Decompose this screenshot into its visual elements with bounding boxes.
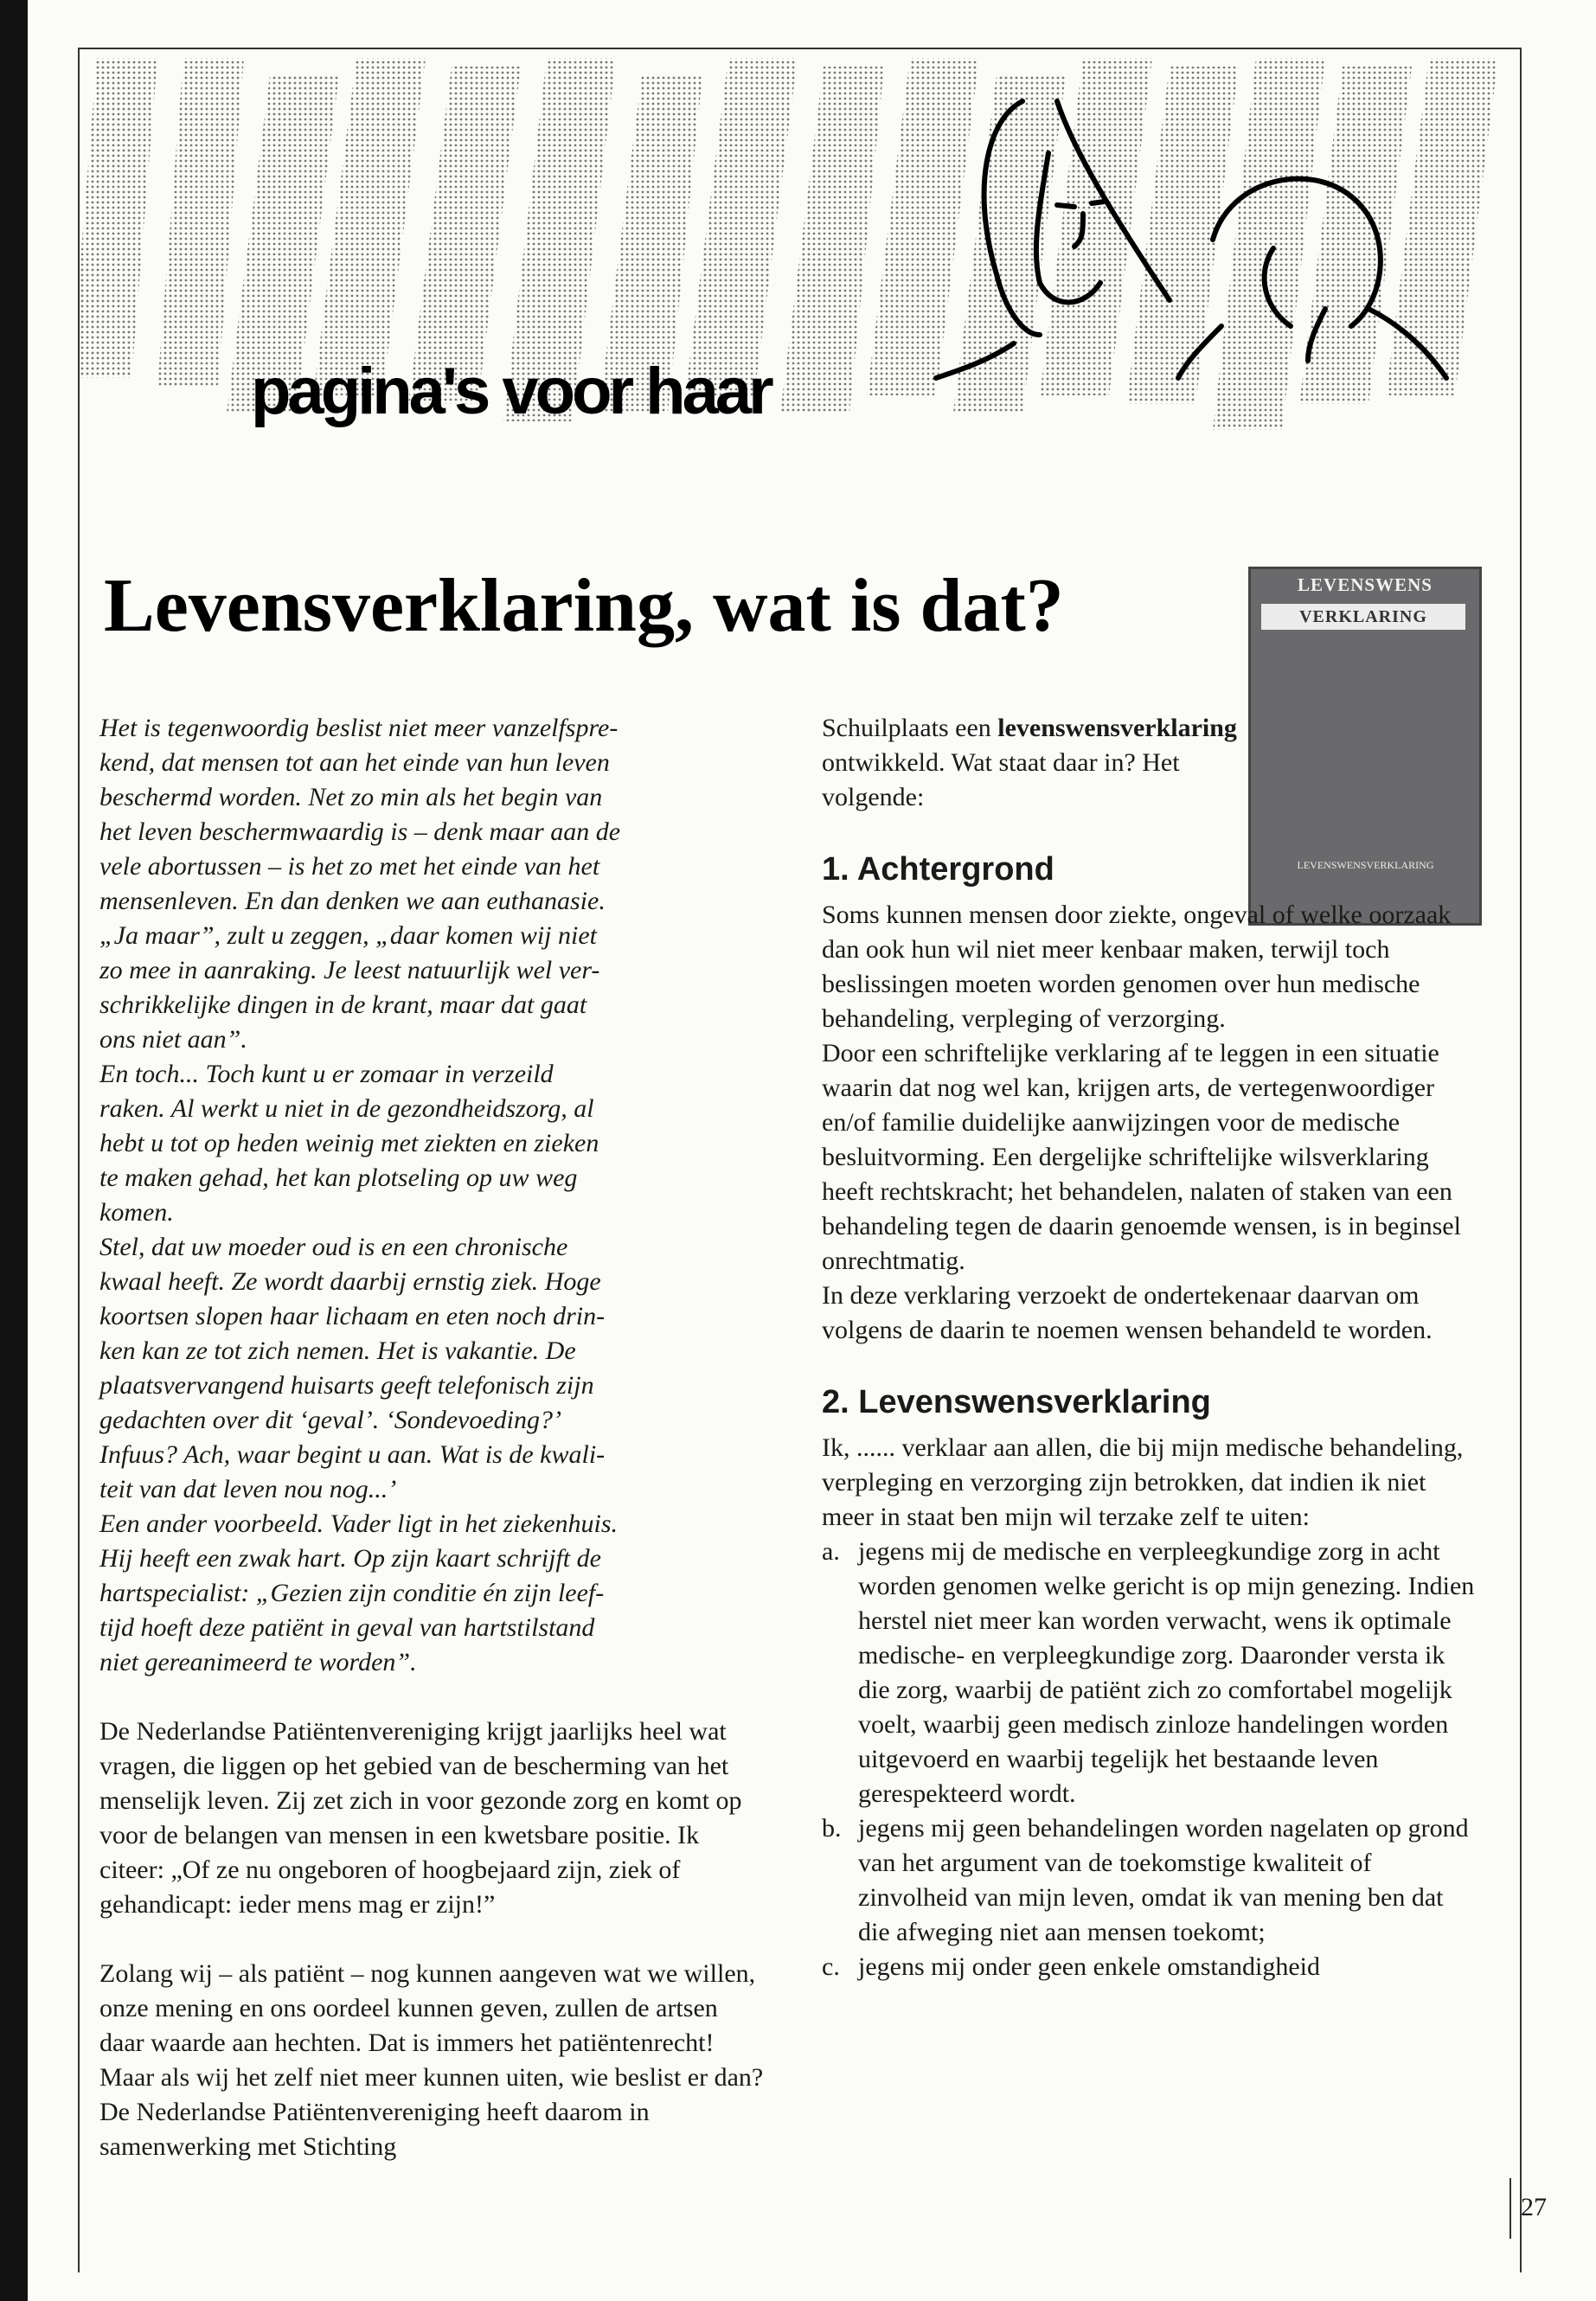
intro-line: koortsen slopen haar lichaam en eten noch drin-: [99, 1302, 606, 1330]
list-item: [822, 1535, 1479, 1811]
page-number: 27: [1521, 2193, 1547, 2221]
heading-levenswensverklaring: 2. Levenswensverklaring: [822, 1384, 1211, 1420]
page-title: Levensverklaring, wat is dat?: [104, 564, 1064, 648]
intro-line: mensenleven. En dan denken we aan euthanasie.: [99, 887, 606, 915]
book-top-label: LEVENSWENS: [1298, 574, 1433, 595]
intro-line: raken. Al werkt u niet in de gezondheidszorg, al: [99, 1094, 594, 1123]
intro-italic-text: [99, 711, 766, 1680]
intro-line: kend, dat mensen tot aan het einde van hun leven: [99, 748, 610, 777]
declaration-list: [822, 1535, 1479, 1984]
right-column: [822, 711, 1479, 1984]
intro-line: Een ander voorbeeld. Vader ligt in het ziekenhuis.: [99, 1509, 619, 1538]
list-item-text: jegens mij de medische en verpleegkundige zorg in acht worden genomen welke gericht is op mijn genezing. Indien herstel niet meer kan worden verwacht, wens ik optimale medische- en verpleegkundige zorg. Daaronder versta ik die zorg, waarbij de patiënt zich zo comfortabel mogelijk voelt, waarbij geen medisch zinloze handelingen worden uitgevoerd en waarbij tegelijk het bestaande leven gerespekteerd wordt.: [858, 1537, 1475, 1808]
intro-line: schrikkelijke dingen in de krant, maar dat gaat: [99, 990, 587, 1019]
list-item: [822, 1950, 1479, 1984]
list-marker: a.: [822, 1537, 840, 1566]
paragraph-zolang: Zolang wij – als patiënt – nog kunnen aangeven wat we willen, onze mening en ons oordeel kunnen geven, zullen de artsen daar waarde aan hechten. Dat is immers het patiëntenrecht! Maar als wij het zelf niet meer kunnen uiten, wie beslist er dan? De Nederlandse Patiëntenvereniging heeft daarom in samenwerking met Stichting: [99, 1959, 764, 2161]
intro-line: het leven beschermwaardig is – denk maar aan de: [99, 817, 621, 846]
list-item-text: jegens mij geen behandelingen worden nagelaten op grond van het argument van de toekomstige kwaliteit of zinvolheid van mijn leven, omdat ik van mening ben dat die afweging niet aan mensen toekomt;: [858, 1814, 1469, 1946]
intro-line: ken kan ze tot zich nemen. Het is vakantie. De: [99, 1336, 576, 1365]
list-marker: b.: [822, 1814, 842, 1843]
intro-line: kwaal heeft. Ze wordt daarbij ernstig ziek. Hoge: [99, 1267, 601, 1296]
intro-line: Het is tegenwoordig beslist niet meer vanzelfspre-: [99, 714, 619, 742]
intro-line: niet gereanimeerd te worden”.: [99, 1648, 417, 1676]
paragraph-ondertekenaar: In deze verklaring verzoekt de ondertekenaar daarvan om volgens de daarin te noemen wensen behandeld te worden.: [822, 1281, 1433, 1344]
intro-line: hartspecialist: „Gezien zijn conditie én zijn leef-: [99, 1579, 605, 1607]
intro-line: En toch... Toch kunt u er zomaar in verzeild: [99, 1060, 554, 1088]
intro-line: beschermd worden. Net zo min als het begin van: [99, 783, 603, 811]
intro-line: Hij heeft een zwak hart. Op zijn kaart schrijft de: [99, 1544, 601, 1573]
intro-line: te maken gehad, het kan plotseling op uw weg: [99, 1163, 578, 1192]
header-illustration: [80, 49, 1516, 586]
intro-line: zo mee in aanraking. Je leest natuurlijk wel ver-: [99, 956, 600, 984]
paragraph-schuilplaats: Schuilplaats een levenswensverklaring ontwikkeld. Wat staat daar in? Het volgende:: [822, 714, 1237, 811]
list-marker: c.: [822, 1952, 840, 1981]
intro-line: plaatsvervangend huisarts geeft telefonisch zijn: [99, 1371, 594, 1400]
intro-line: Infuus? Ach, waar begint u aan. Wat is de kwali-: [99, 1440, 606, 1469]
bold-term: levenswensverklaring: [997, 714, 1237, 742]
heading-achtergrond: 1. Achtergrond: [822, 851, 1054, 888]
paragraph-patientenvereniging: De Nederlandse Patiëntenvereniging krijgt jaarlijks heel wat vragen, die liggen op het gebied van de bescherming van het menselijk leven. Zij zet zich in voor gezonde zorg en komt op voor de belangen van mensen in een kwetsbare positie. Ik citeer: „Of ze nu ongeboren of hoogbejaard zijn, ziek of gehandicapt: ieder mens mag er zijn!”: [99, 1717, 742, 1919]
paragraph-schriftelijke: Door een schriftelijke verklaring af te leggen in een situatie waarin dat nog wel kan, krijgen arts, de vertegenwoordiger en/of familie duidelijke aanwijzingen voor de medische besluitvorming. Een dergelijke schriftelijke wilsverklaring heeft rechtskracht; het behandelen, nalaten of staken van een behandeling tegen de daarin genoemde wensen, is in beginsel onrechtmatig.: [822, 1039, 1461, 1275]
left-column: [99, 711, 766, 2199]
intro-line: Stel, dat uw moeder oud is en een chronische: [99, 1233, 568, 1261]
intro-line: gedachten over dit ‘geval’. ‘Sondevoeding?’: [99, 1406, 561, 1434]
intro-line: „Ja maar”, zult u zeggen, „daar komen wij niet: [99, 921, 597, 950]
intro-line: tijd hoeft deze patiënt in geval van hartstilstand: [99, 1613, 595, 1642]
scan-edge: [0, 0, 28, 2301]
intro-line: komen.: [99, 1198, 174, 1227]
paragraph-verklaring-intro: Ik, ...... verklaar aan allen, die bij mijn medische behandeling, verpleging en verzorging zijn betrokken, dat indien ik niet meer in staat ben mijn wil terzake zelf te uiten:: [822, 1433, 1464, 1531]
intro-line: ons niet aan”.: [99, 1025, 247, 1054]
intro-line: teit van dat leven nou nog...’: [99, 1475, 397, 1503]
intro-line: vele abortussen – is het zo met het einde van het: [99, 852, 600, 881]
book-footer-label: LEVENSWENSVERKLARING: [1297, 859, 1434, 871]
paragraph-achtergrond: Soms kunnen mensen door ziekte, ongeval of welke oorzaak dan ook hun wil niet meer kenbaar maken, terwijl toch beslissingen moeten worden genomen over hun medische behandeling, verpleging of verzorging.: [822, 901, 1452, 1033]
book-cover-label: VERKLARING: [1261, 604, 1465, 630]
list-item: [822, 1811, 1479, 1950]
section-title: pagina's voor haar: [251, 355, 771, 428]
page-number-rule: [1509, 2178, 1511, 2239]
book-spacer: [1241, 711, 1479, 875]
intro-line: hebt u tot op heden weinig met ziekten en zieken: [99, 1129, 599, 1157]
list-item-text: jegens mij onder geen enkele omstandigheid: [858, 1952, 1321, 1981]
